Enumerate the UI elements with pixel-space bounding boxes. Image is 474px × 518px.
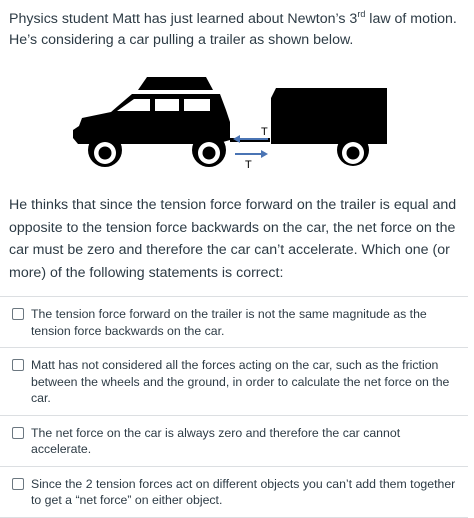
- tension-arrow-on-trailer: [235, 150, 268, 158]
- answer-label: Since the 2 tension forces act on different objects you can’t add them together to get a “net force” on either object.: [31, 476, 456, 507]
- answer-option-4[interactable]: [0, 466, 468, 518]
- tension-label-top: T: [261, 126, 268, 138]
- checkbox-icon[interactable]: [12, 478, 24, 490]
- answer-option-3[interactable]: [0, 415, 468, 466]
- answer-label: Matt has not considered all the forces acting on the car, such as the friction between the wheels and the ground, in order to calculate the net force on the car.: [31, 358, 450, 405]
- checkbox-icon[interactable]: [12, 427, 24, 439]
- answer-option-1[interactable]: [0, 296, 468, 347]
- answer-option-2[interactable]: [0, 347, 468, 415]
- answer-label: The net force on the car is always zero and therefore the car cannot accelerate.: [31, 425, 401, 456]
- trailer-icon: [271, 88, 387, 166]
- question-text: He thinks that since the tension force forward on the trailer is equal and opposite to the tension force backwards on the car, the net force on the car must be zero and therefore the car can’t accelerate. Which one (or more) of the following statements is correct:: [9, 197, 457, 281]
- intro-line-1: Physics student Matt has just learned about Newton’s 3rd law of motion.: [9, 9, 457, 27]
- intro-paragraph: [9, 9, 467, 51]
- car-trailer-diagram: [70, 74, 390, 174]
- superscript-rd: rd: [357, 9, 366, 19]
- car-icon: [73, 77, 230, 167]
- answer-label: The tension force forward on the trailer is not the same magnitude as the tension force backwards on the car.: [31, 307, 427, 338]
- checkbox-icon[interactable]: [12, 359, 24, 371]
- tension-label-bottom: T: [245, 159, 252, 171]
- checkbox-icon[interactable]: [12, 308, 24, 320]
- answer-list: [0, 296, 468, 518]
- intro-line-2: He’s considering a car pulling a trailer as shown below.: [9, 32, 354, 48]
